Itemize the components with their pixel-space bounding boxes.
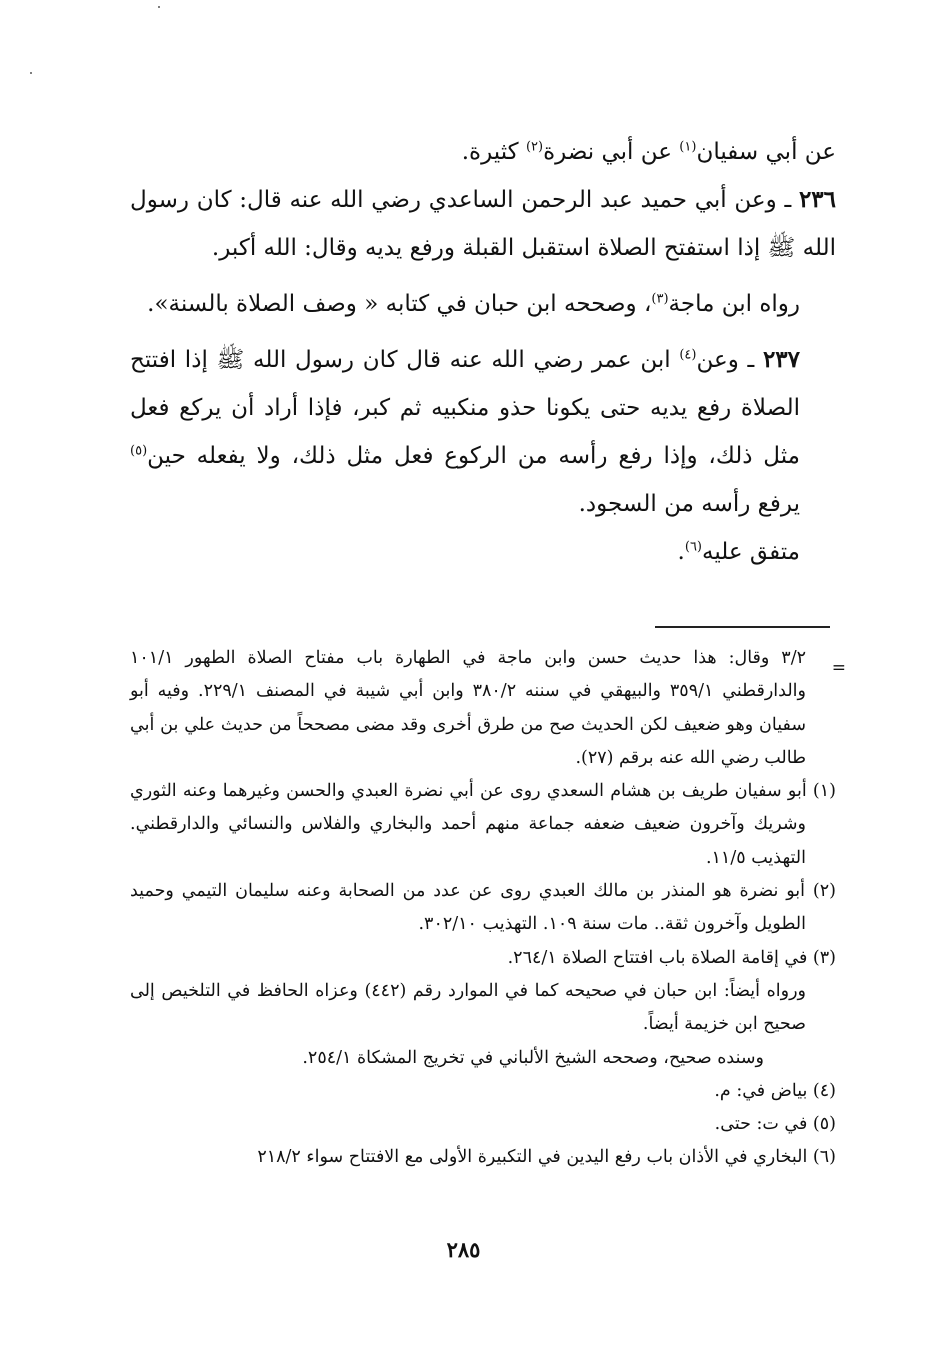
footnote-ref-5[interactable]: (٥) [130,443,148,459]
hadith-237-a: ـ وعن [696,347,763,373]
intro-text-b: عن أبي نضرة [543,139,680,165]
footnote-6: (٦) البخاري في الأذان باب رفع اليدين في التكبيرة الأولى مع الافتتاح سواء ٢١٨/٢ [257,1147,836,1168]
intro-text-c: كثيرة. [461,139,526,165]
footnote-ref-1[interactable]: (١) [679,139,697,155]
footnote-divider [655,626,830,628]
takhrij-237: متفق عليه [702,539,800,565]
footnote-2: (٢) أبو نضرة هو المنذر بن مالك العبدي روى عن عدد من الصحابة وعنه سليمان التيمي وحميد الطويل وآخرون ثقة.. مات سنة ١٠٩. التهذيب ٣٠٢/١٠. [130,881,836,935]
footnote-3-sub-1: ورواه أيضاً: ابن حبان في صحيحه كما في الموارد رقم (٤٤٢) وعزاه الحافظ في التلخيص إلى صحيح ابن خزيمة أيضاً. [130,980,806,1035]
hadith-236-text: ـ وعن أبي حميد عبد الرحمن الساعدي رضي الله عنه قال: كان رسول الله ﷺ إذا استفتح الصلاة استقبل القبلة ورفع يديه وقال: الله أكبر. [130,187,836,261]
hadith-237 [130,336,836,528]
hadith-237-c: يرفع رأسه من السجود. [578,491,800,517]
scan-speck [30,72,32,74]
footnote-3-sub-2: وسنده صحيح، وصححه الشيخ الألباني في تخريج المشكاة ٢٥٤/١. [302,1047,764,1068]
scan-speck [158,6,160,8]
hadith-236-takhrij [130,280,836,328]
takhrij-236-a: رواه ابن ماجة [668,291,800,317]
footnote-1: (١) أبو سفيان طريف بن هشام السعدي روى عن أبي نضرة العبدي والحسن وغيرهما وعنه الثوري وشريك وآخرون ضعيف ضعفه جماعة منهم أحمد والبخاري والفلاس والنسائي والدارقطني. التهذيب ١١/٥. [130,781,836,868]
footnote-4: (٤) بياض في: م. [714,1080,836,1101]
main-text [130,128,836,576]
text-line-intro [130,128,836,176]
footnote-ref-4[interactable]: (٤) [679,347,697,363]
footnote-5: (٥) في ت: حتى. [714,1114,836,1135]
hadith-237-takhrij [130,528,836,576]
continuation-marker: = [831,658,846,678]
hadith-number-237: ٢٣٧ [762,346,801,373]
footnote-3: (٣) في إقامة الصلاة باب افتتاح الصلاة ٢٦٤/١. [507,947,836,968]
hadith-number-236: ٢٣٦ [798,186,836,213]
footnote-ref-3[interactable]: (٣) [651,291,669,307]
footnote-ref-6[interactable]: (٦) [684,539,702,555]
hadith-237-b: ابن عمر رضي الله عنه قال كان رسول الله ﷺ إذا افتتح الصلاة رفع يديه حتى يكونا حذو منكبيه ثم كبر، فإذا أراد أن يركع فعل مثل ذلك، وإذا رفع رأسه من الركوع فعل مثل ذلك، ولا يفعله حين [130,347,800,469]
page-number: ٢٨٥ [446,1237,481,1262]
takhrij-237-end: . [677,539,685,565]
hadith-236 [130,176,836,272]
takhrij-236-b: ، وصححه ابن حبان في كتابه « وصف الصلاة بالسنة». [147,291,652,317]
footnote-continuation: ٣/٢ وقال: هذا حديث حسن وابن ماجة في الطهارة باب مفتاح الصلاة الطهور ١٠١/١ والدارقطني ٣٥٩/١ والبيهقي في سننه ٣٨٠/٢ وابن أبي شيبة في المصنف ٢٢٩/١. وفيه أبو سفيان وهو ضعيف لكن الحديث صح من طرق أخرى وقد مضى مصححاً من حديث علي بن أبي طالب رضي الله عنه برقم (٢٧). [130,648,806,768]
intro-text: عن أبي سفيان [696,139,836,165]
footnote-ref-2[interactable]: (٢) [525,139,544,155]
footnotes [130,642,846,1175]
